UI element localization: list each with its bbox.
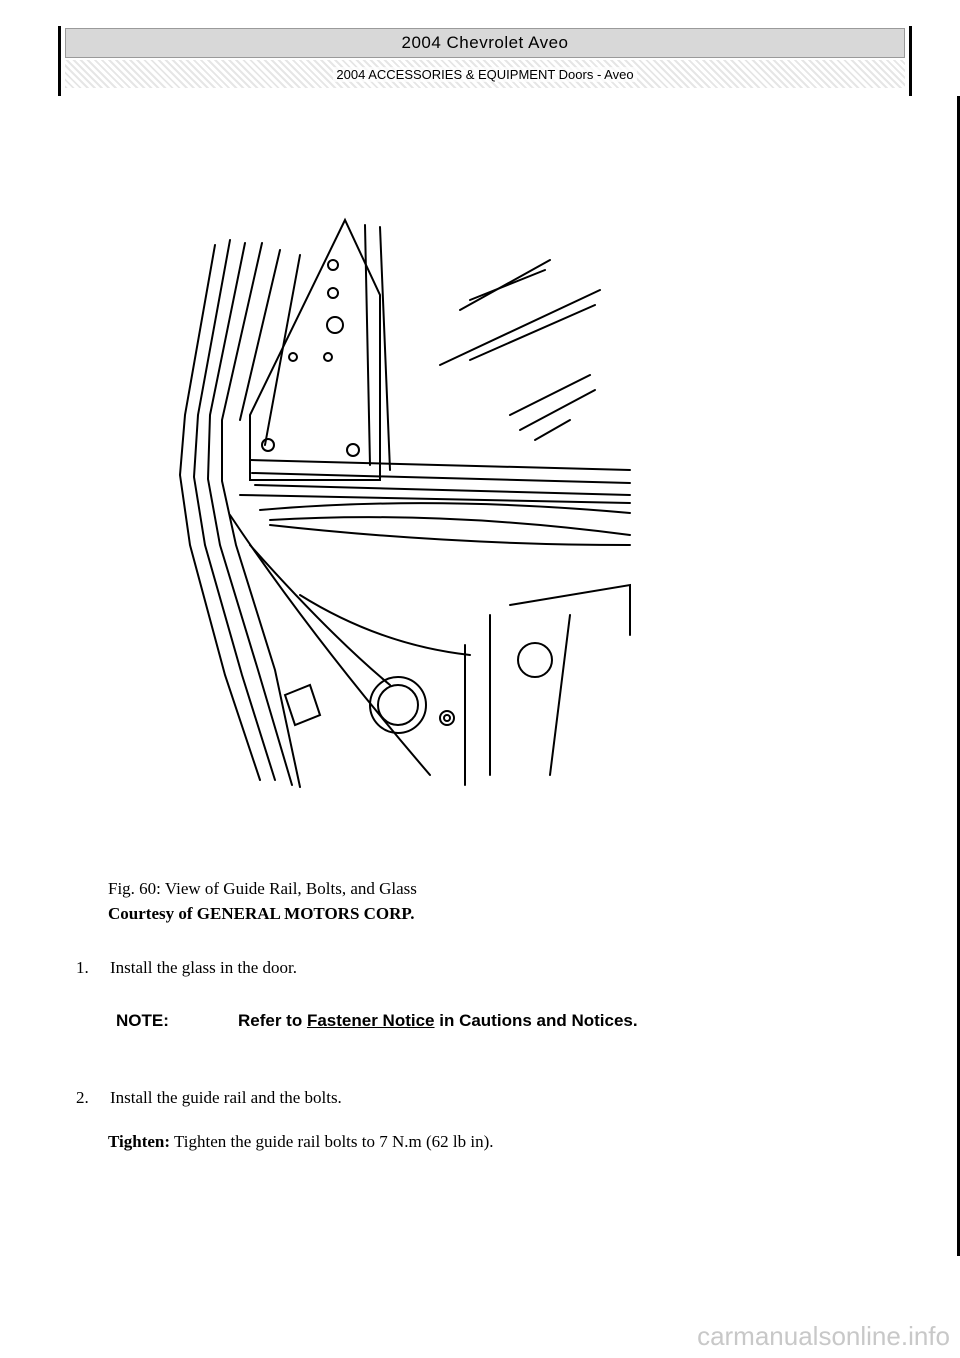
note-prefix: Refer to	[238, 1011, 307, 1030]
note-suffix: in Cautions and Notices.	[434, 1011, 638, 1030]
note-label: NOTE:	[116, 1011, 169, 1030]
note-text	[238, 1008, 638, 1034]
procedure-step-1	[76, 958, 297, 978]
step-number: 2.	[76, 1088, 89, 1107]
note-block	[116, 1008, 696, 1034]
step-text: Install the glass in the door.	[110, 958, 297, 977]
document-subtitle-text: 2004 ACCESSORIES & EQUIPMENT Doors - Aveo	[333, 67, 636, 82]
page-header	[58, 26, 912, 96]
figure-caption	[108, 876, 417, 926]
document-title: 2004 Chevrolet Aveo	[65, 28, 905, 58]
fastener-notice-link[interactable]: Fastener Notice	[306, 1011, 435, 1030]
tighten-spec	[108, 1132, 494, 1152]
figure-credit: Courtesy of GENERAL MOTORS CORP.	[108, 904, 415, 923]
tighten-label: Tighten:	[108, 1132, 171, 1151]
figure-caption-title: Fig. 60: View of Guide Rail, Bolts, and Glass	[108, 879, 417, 898]
step-text: Install the guide rail and the bolts.	[110, 1088, 342, 1107]
tighten-text: Tighten the guide rail bolts to 7 N.m (62 lb in).	[170, 1132, 494, 1151]
step-number: 1.	[76, 958, 89, 977]
watermark: carmanualsonline.info	[697, 1321, 950, 1351]
guide-rail-illustration	[150, 215, 640, 795]
document-subtitle	[65, 60, 905, 88]
procedure-step-2	[76, 1088, 342, 1108]
